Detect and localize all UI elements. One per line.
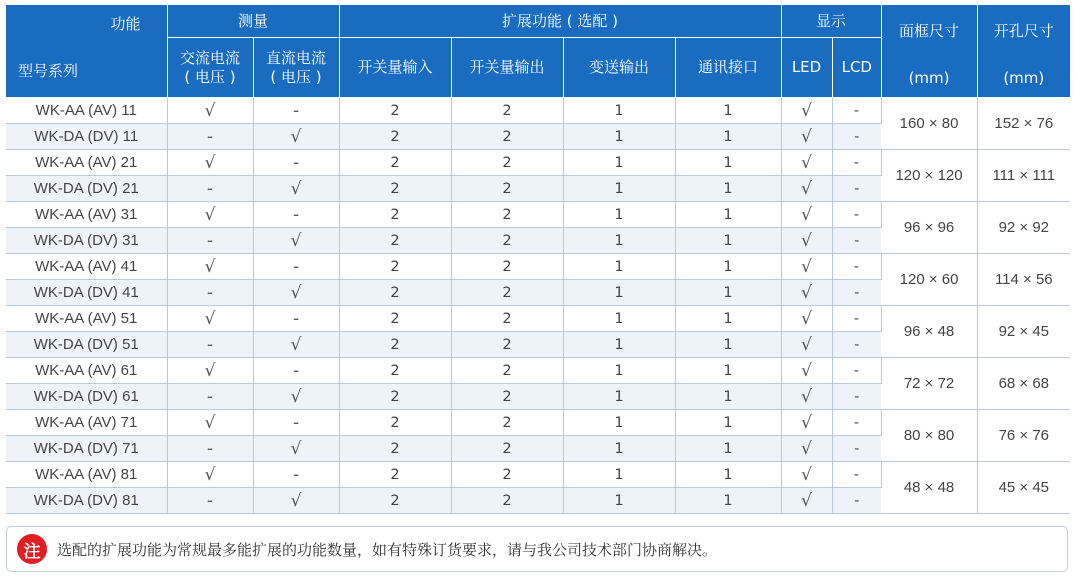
cell-transmit-output: 1 (563, 332, 675, 358)
cell-model: WK-AA (AV) 11 (6, 98, 167, 124)
header-lcd: LCD (832, 38, 881, 98)
header-function-label: 功能 (110, 15, 141, 33)
cell-switch-output: 2 (451, 306, 563, 332)
cell-dc: - (253, 358, 339, 384)
spec-table-wrapper (6, 5, 1070, 514)
table-row (6, 150, 1070, 176)
cell-transmit-output: 1 (563, 254, 675, 280)
header-expansion: 扩展功能 ( 选配 ) (339, 5, 781, 38)
header-switch-output: 开关量输出 (451, 38, 563, 98)
cell-switch-output: 2 (451, 124, 563, 150)
cell-panel-size: 72 × 72 (881, 358, 977, 410)
table-row (6, 462, 1070, 488)
cell-dc: √ (253, 436, 339, 462)
cell-dc: - (253, 410, 339, 436)
cell-dc: √ (253, 176, 339, 202)
cell-lcd: - (832, 358, 881, 384)
header-ac (167, 38, 253, 98)
cell-switch-input: 2 (339, 280, 451, 306)
cell-switch-output: 2 (451, 202, 563, 228)
cell-cutout-size: 92 × 45 (977, 306, 1070, 358)
cell-transmit-output: 1 (563, 410, 675, 436)
header-cutout-size (977, 5, 1070, 98)
cell-switch-output: 2 (451, 410, 563, 436)
header-ac-line1: 交流电流 (179, 48, 240, 67)
cell-panel-size: 96 × 48 (881, 306, 977, 358)
cell-ac: √ (167, 462, 253, 488)
cell-dc: - (253, 202, 339, 228)
cell-panel-size: 120 × 120 (881, 150, 977, 202)
cell-transmit-output: 1 (563, 280, 675, 306)
cell-model: WK-AA (AV) 51 (6, 306, 167, 332)
cell-model: WK-DA (DV) 71 (6, 436, 167, 462)
cell-led: √ (781, 228, 832, 254)
cell-comm: 1 (675, 436, 781, 462)
table-row (6, 358, 1070, 384)
cell-dc: - (253, 462, 339, 488)
cell-model: WK-DA (DV) 31 (6, 228, 167, 254)
header-dc-line1: 直流电流 (266, 48, 327, 67)
cell-cutout-size: 76 × 76 (977, 410, 1070, 462)
cell-model: WK-DA (DV) 21 (6, 176, 167, 202)
cell-led: √ (781, 98, 832, 124)
cell-ac: √ (167, 410, 253, 436)
cell-comm: 1 (675, 228, 781, 254)
cell-switch-output: 2 (451, 436, 563, 462)
cell-led: √ (781, 488, 832, 514)
cell-switch-input: 2 (339, 124, 451, 150)
header-ac-line2: ( 电压 ) (184, 67, 236, 86)
cell-model: WK-AA (AV) 31 (6, 202, 167, 228)
header-switch-input: 开关量输入 (339, 38, 451, 98)
cell-dc: - (253, 150, 339, 176)
table-row (6, 254, 1070, 280)
cell-comm: 1 (675, 280, 781, 306)
cell-switch-input: 2 (339, 98, 451, 124)
cell-transmit-output: 1 (563, 462, 675, 488)
cell-dc: √ (253, 384, 339, 410)
cell-model: WK-AA (AV) 81 (6, 462, 167, 488)
cell-comm: 1 (675, 384, 781, 410)
cell-ac: - (167, 332, 253, 358)
cell-cutout-size: 114 × 56 (977, 254, 1070, 306)
cell-ac: - (167, 124, 253, 150)
cell-transmit-output: 1 (563, 358, 675, 384)
cell-switch-input: 2 (339, 228, 451, 254)
header-cutout-size-unit: (mm) (1003, 69, 1045, 87)
cell-switch-input: 2 (339, 150, 451, 176)
cell-ac: - (167, 384, 253, 410)
cell-comm: 1 (675, 202, 781, 228)
cell-switch-output: 2 (451, 254, 563, 280)
cell-model: WK-DA (DV) 41 (6, 280, 167, 306)
cell-ac: - (167, 280, 253, 306)
footnote-text: 选配的扩展功能为常规最多能扩展的功能数量，如有特殊订货要求，请与我公司技术部门协商解决。 (57, 540, 718, 559)
cell-comm: 1 (675, 306, 781, 332)
cell-transmit-output: 1 (563, 124, 675, 150)
cell-ac: - (167, 436, 253, 462)
cell-lcd: - (832, 410, 881, 436)
cell-switch-output: 2 (451, 280, 563, 306)
cell-ac: √ (167, 202, 253, 228)
cell-switch-input: 2 (339, 176, 451, 202)
cell-ac: √ (167, 358, 253, 384)
cell-comm: 1 (675, 124, 781, 150)
cell-dc: √ (253, 280, 339, 306)
cell-cutout-size: 111 × 111 (977, 150, 1070, 202)
cell-dc: √ (253, 124, 339, 150)
cell-led: √ (781, 462, 832, 488)
cell-lcd: - (832, 228, 881, 254)
cell-ac: - (167, 488, 253, 514)
cell-model: WK-AA (AV) 21 (6, 150, 167, 176)
header-panel-size-label: 面框尺寸 (899, 22, 960, 40)
cell-lcd: - (832, 384, 881, 410)
cell-comm: 1 (675, 462, 781, 488)
cell-model: WK-DA (DV) 61 (6, 384, 167, 410)
header-display: 显示 (781, 5, 881, 38)
cell-panel-size: 48 × 48 (881, 462, 977, 514)
cell-comm: 1 (675, 98, 781, 124)
cell-transmit-output: 1 (563, 436, 675, 462)
cell-model: WK-DA (DV) 11 (6, 124, 167, 150)
cell-switch-output: 2 (451, 384, 563, 410)
cell-ac: - (167, 228, 253, 254)
cell-ac: √ (167, 98, 253, 124)
cell-lcd: - (832, 98, 881, 124)
cell-panel-size: 120 × 60 (881, 254, 977, 306)
cell-dc: √ (253, 488, 339, 514)
cell-dc: - (253, 254, 339, 280)
cell-transmit-output: 1 (563, 228, 675, 254)
cell-lcd: - (832, 124, 881, 150)
footnote-box (6, 526, 1068, 572)
cell-led: √ (781, 436, 832, 462)
cell-cutout-size: 68 × 68 (977, 358, 1070, 410)
table-row (6, 410, 1070, 436)
cell-led: √ (781, 306, 832, 332)
cell-panel-size: 160 × 80 (881, 98, 977, 150)
cell-led: √ (781, 280, 832, 306)
cell-model: WK-DA (DV) 81 (6, 488, 167, 514)
cell-led: √ (781, 124, 832, 150)
cell-model: WK-AA (AV) 41 (6, 254, 167, 280)
cell-ac: √ (167, 254, 253, 280)
table-header (6, 5, 1070, 98)
cell-led: √ (781, 384, 832, 410)
header-panel-size-unit: (mm) (908, 69, 950, 87)
cell-switch-input: 2 (339, 384, 451, 410)
header-panel-size (881, 5, 977, 98)
cell-lcd: - (832, 488, 881, 514)
cell-model: WK-AA (AV) 61 (6, 358, 167, 384)
cell-switch-output: 2 (451, 176, 563, 202)
cell-lcd: - (832, 280, 881, 306)
header-transmit-output: 变送输出 (563, 38, 675, 98)
cell-led: √ (781, 254, 832, 280)
cell-switch-output: 2 (451, 98, 563, 124)
cell-comm: 1 (675, 176, 781, 202)
cell-lcd: - (832, 436, 881, 462)
table-row (6, 306, 1070, 332)
cell-lcd: - (832, 150, 881, 176)
header-corner-cell (6, 5, 167, 98)
cell-switch-input: 2 (339, 202, 451, 228)
cell-switch-output: 2 (451, 358, 563, 384)
cell-cutout-size: 45 × 45 (977, 462, 1070, 514)
cell-ac: √ (167, 150, 253, 176)
cell-switch-input: 2 (339, 306, 451, 332)
header-cutout-size-label: 开孔尺寸 (993, 22, 1054, 40)
header-dc-line2: ( 电压 ) (270, 67, 322, 86)
cell-switch-input: 2 (339, 358, 451, 384)
table-row (6, 202, 1070, 228)
cell-transmit-output: 1 (563, 202, 675, 228)
cell-panel-size: 80 × 80 (881, 410, 977, 462)
cell-switch-output: 2 (451, 332, 563, 358)
cell-transmit-output: 1 (563, 176, 675, 202)
cell-comm: 1 (675, 488, 781, 514)
cell-dc: - (253, 98, 339, 124)
cell-led: √ (781, 410, 832, 436)
cell-switch-input: 2 (339, 332, 451, 358)
cell-switch-input: 2 (339, 254, 451, 280)
cell-model: WK-AA (AV) 71 (6, 410, 167, 436)
cell-switch-output: 2 (451, 488, 563, 514)
cell-ac: - (167, 176, 253, 202)
cell-dc: √ (253, 228, 339, 254)
cell-switch-input: 2 (339, 462, 451, 488)
cell-switch-input: 2 (339, 410, 451, 436)
cell-cutout-size: 92 × 92 (977, 202, 1070, 254)
header-led: LED (781, 38, 832, 98)
note-icon: 注 (17, 534, 47, 564)
header-measure: 测量 (167, 5, 339, 38)
cell-led: √ (781, 150, 832, 176)
cell-transmit-output: 1 (563, 150, 675, 176)
cell-switch-input: 2 (339, 488, 451, 514)
spec-table (6, 5, 1070, 514)
cell-panel-size: 96 × 96 (881, 202, 977, 254)
cell-dc: - (253, 306, 339, 332)
cell-cutout-size: 152 × 76 (977, 98, 1070, 150)
table-row (6, 98, 1070, 124)
cell-led: √ (781, 176, 832, 202)
header-comm-interface: 通讯接口 (675, 38, 781, 98)
cell-comm: 1 (675, 358, 781, 384)
cell-comm: 1 (675, 254, 781, 280)
cell-lcd: - (832, 202, 881, 228)
cell-switch-output: 2 (451, 462, 563, 488)
cell-comm: 1 (675, 150, 781, 176)
header-diagonal-line (6, 5, 167, 96)
cell-lcd: - (832, 254, 881, 280)
cell-dc: √ (253, 332, 339, 358)
cell-transmit-output: 1 (563, 488, 675, 514)
cell-ac: √ (167, 306, 253, 332)
table-body (6, 98, 1070, 514)
cell-lcd: - (832, 332, 881, 358)
cell-lcd: - (832, 462, 881, 488)
cell-transmit-output: 1 (563, 306, 675, 332)
cell-led: √ (781, 358, 832, 384)
cell-switch-output: 2 (451, 150, 563, 176)
cell-lcd: - (832, 176, 881, 202)
cell-lcd: - (832, 306, 881, 332)
cell-switch-output: 2 (451, 228, 563, 254)
cell-transmit-output: 1 (563, 384, 675, 410)
cell-comm: 1 (675, 410, 781, 436)
cell-led: √ (781, 202, 832, 228)
cell-comm: 1 (675, 332, 781, 358)
cell-model: WK-DA (DV) 51 (6, 332, 167, 358)
cell-led: √ (781, 332, 832, 358)
cell-switch-input: 2 (339, 436, 451, 462)
cell-transmit-output: 1 (563, 98, 675, 124)
header-model-label: 型号系列 (18, 62, 79, 81)
header-dc (253, 38, 339, 98)
